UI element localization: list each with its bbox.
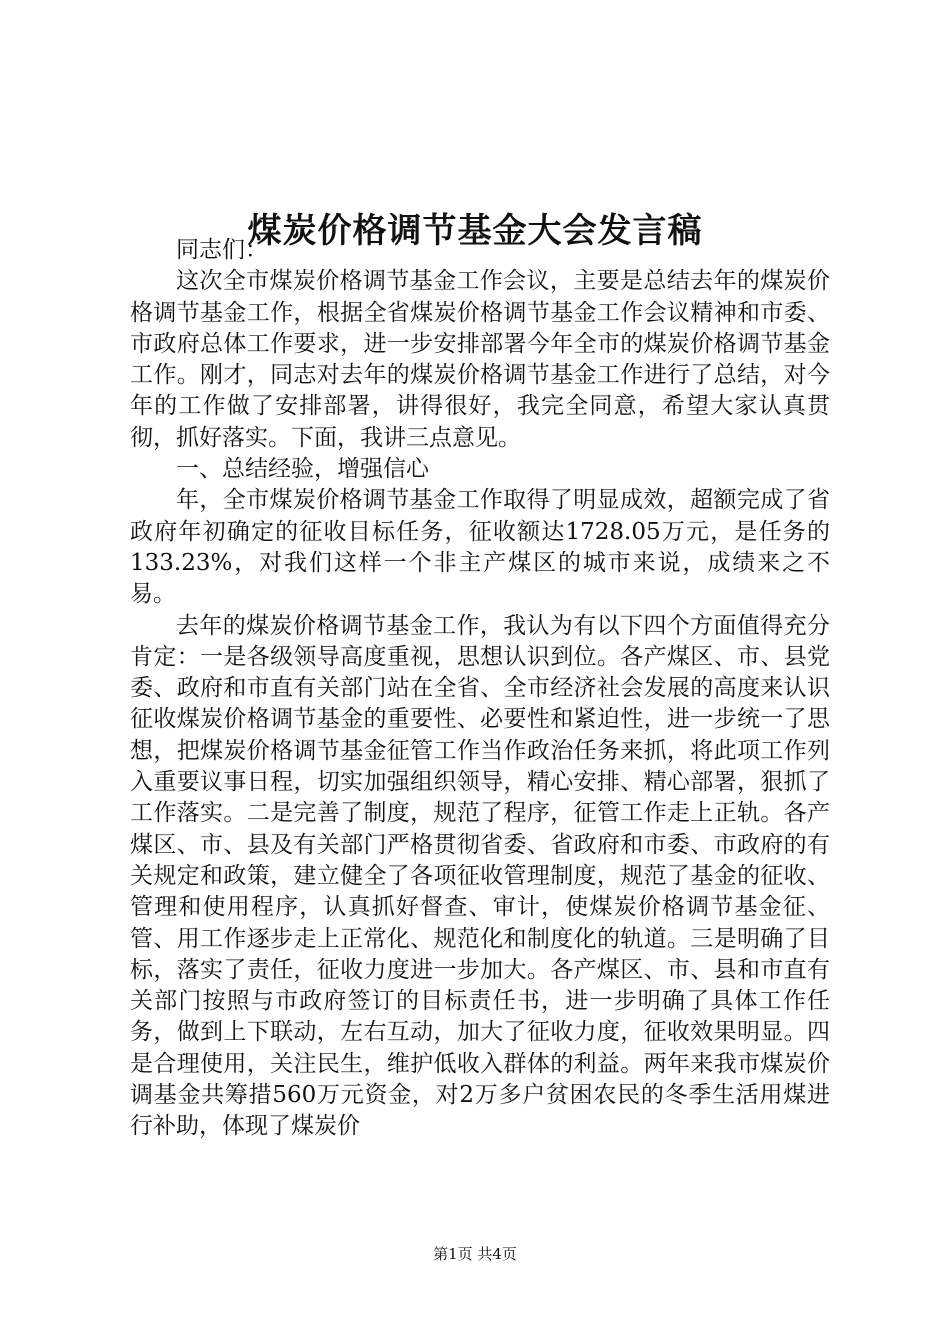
section-heading: 一、总结经验，增强信心: [176, 456, 429, 483]
document-body: [130, 235, 830, 1143]
document-title: 煤炭价格调节基金大会发言稿: [247, 210, 703, 251]
page-number: 第1页 共4页: [433, 1245, 517, 1263]
salutation-paragraph: 同志们：: [176, 237, 268, 263]
intro-paragraph: 这次全市煤炭价格调节基金工作会议，主要是总结去年的煤炭价格调节基金工作，根据全省煤炭价格调节基金工作会议精神和市委、市政府总体工作要求，进一步安排部署今年全市的煤炭价格调节基金工作。刚才，同志对去年的煤炭价格调节基金工作进行了总结，对今年的工作做了安排部署，讲得很好，我完全同意，希望大家认真贯彻，抓好落实。下面，我讲三点意见。: [130, 268, 830, 451]
summary-paragraph: 年，全市煤炭价格调节基金工作取得了明显成效，超额完成了省政府年初确定的征收目标任务，征收额达1728.05万元，是任务的133.23%，对我们这样一个非主产煤区的城市来说，成绩来之不易。: [130, 487, 830, 608]
achievements-paragraph: 去年的煤炭价格调节基金工作，我认为有以下四个方面值得充分肯定：一是各级领导高度重视，思想认识到位。各产煤区、市、县党委、政府和市直有关部门站在全省、全市经济社会发展的高度来认识征收煤炭价格调节基金的重要性、必要性和紧迫性，进一步统一了思想，把煤炭价格调节基金征管工作当作政治任务来抓，将此项工作列入重要议事日程，切实加强组织领导，精心安排、精心部署，狠抓了工作落实。二是完善了制度，规范了程序，征管工作走上正轨。各产煤区、市、县及有关部门严格贯彻省委、省政府和市委、市政府的有关规定和政策，建立健全了各项征收管理制度，规范了基金的征收、管理和使用程序，认真抓好督查、审计，使煤炭价格调节基金征、管、用工作逐步走上正常化、规范化和制度化的轨道。三是明确了目标，落实了责任，征收力度进一步加大。各产煤区、市、县和市直有关部门按照与市政府签订的目标责任书，进一步明确了具体工作任务，做到上下联动，左右互动，加大了征收力度，征收效果明显。四是合理使用，关注民生，维护低收入群体的利益。两年来我市煤炭价调基金共筹措560万元资金，对2万多户贫困农民的冬季生活用煤进行补助，体现了煤炭价: [130, 612, 830, 1140]
